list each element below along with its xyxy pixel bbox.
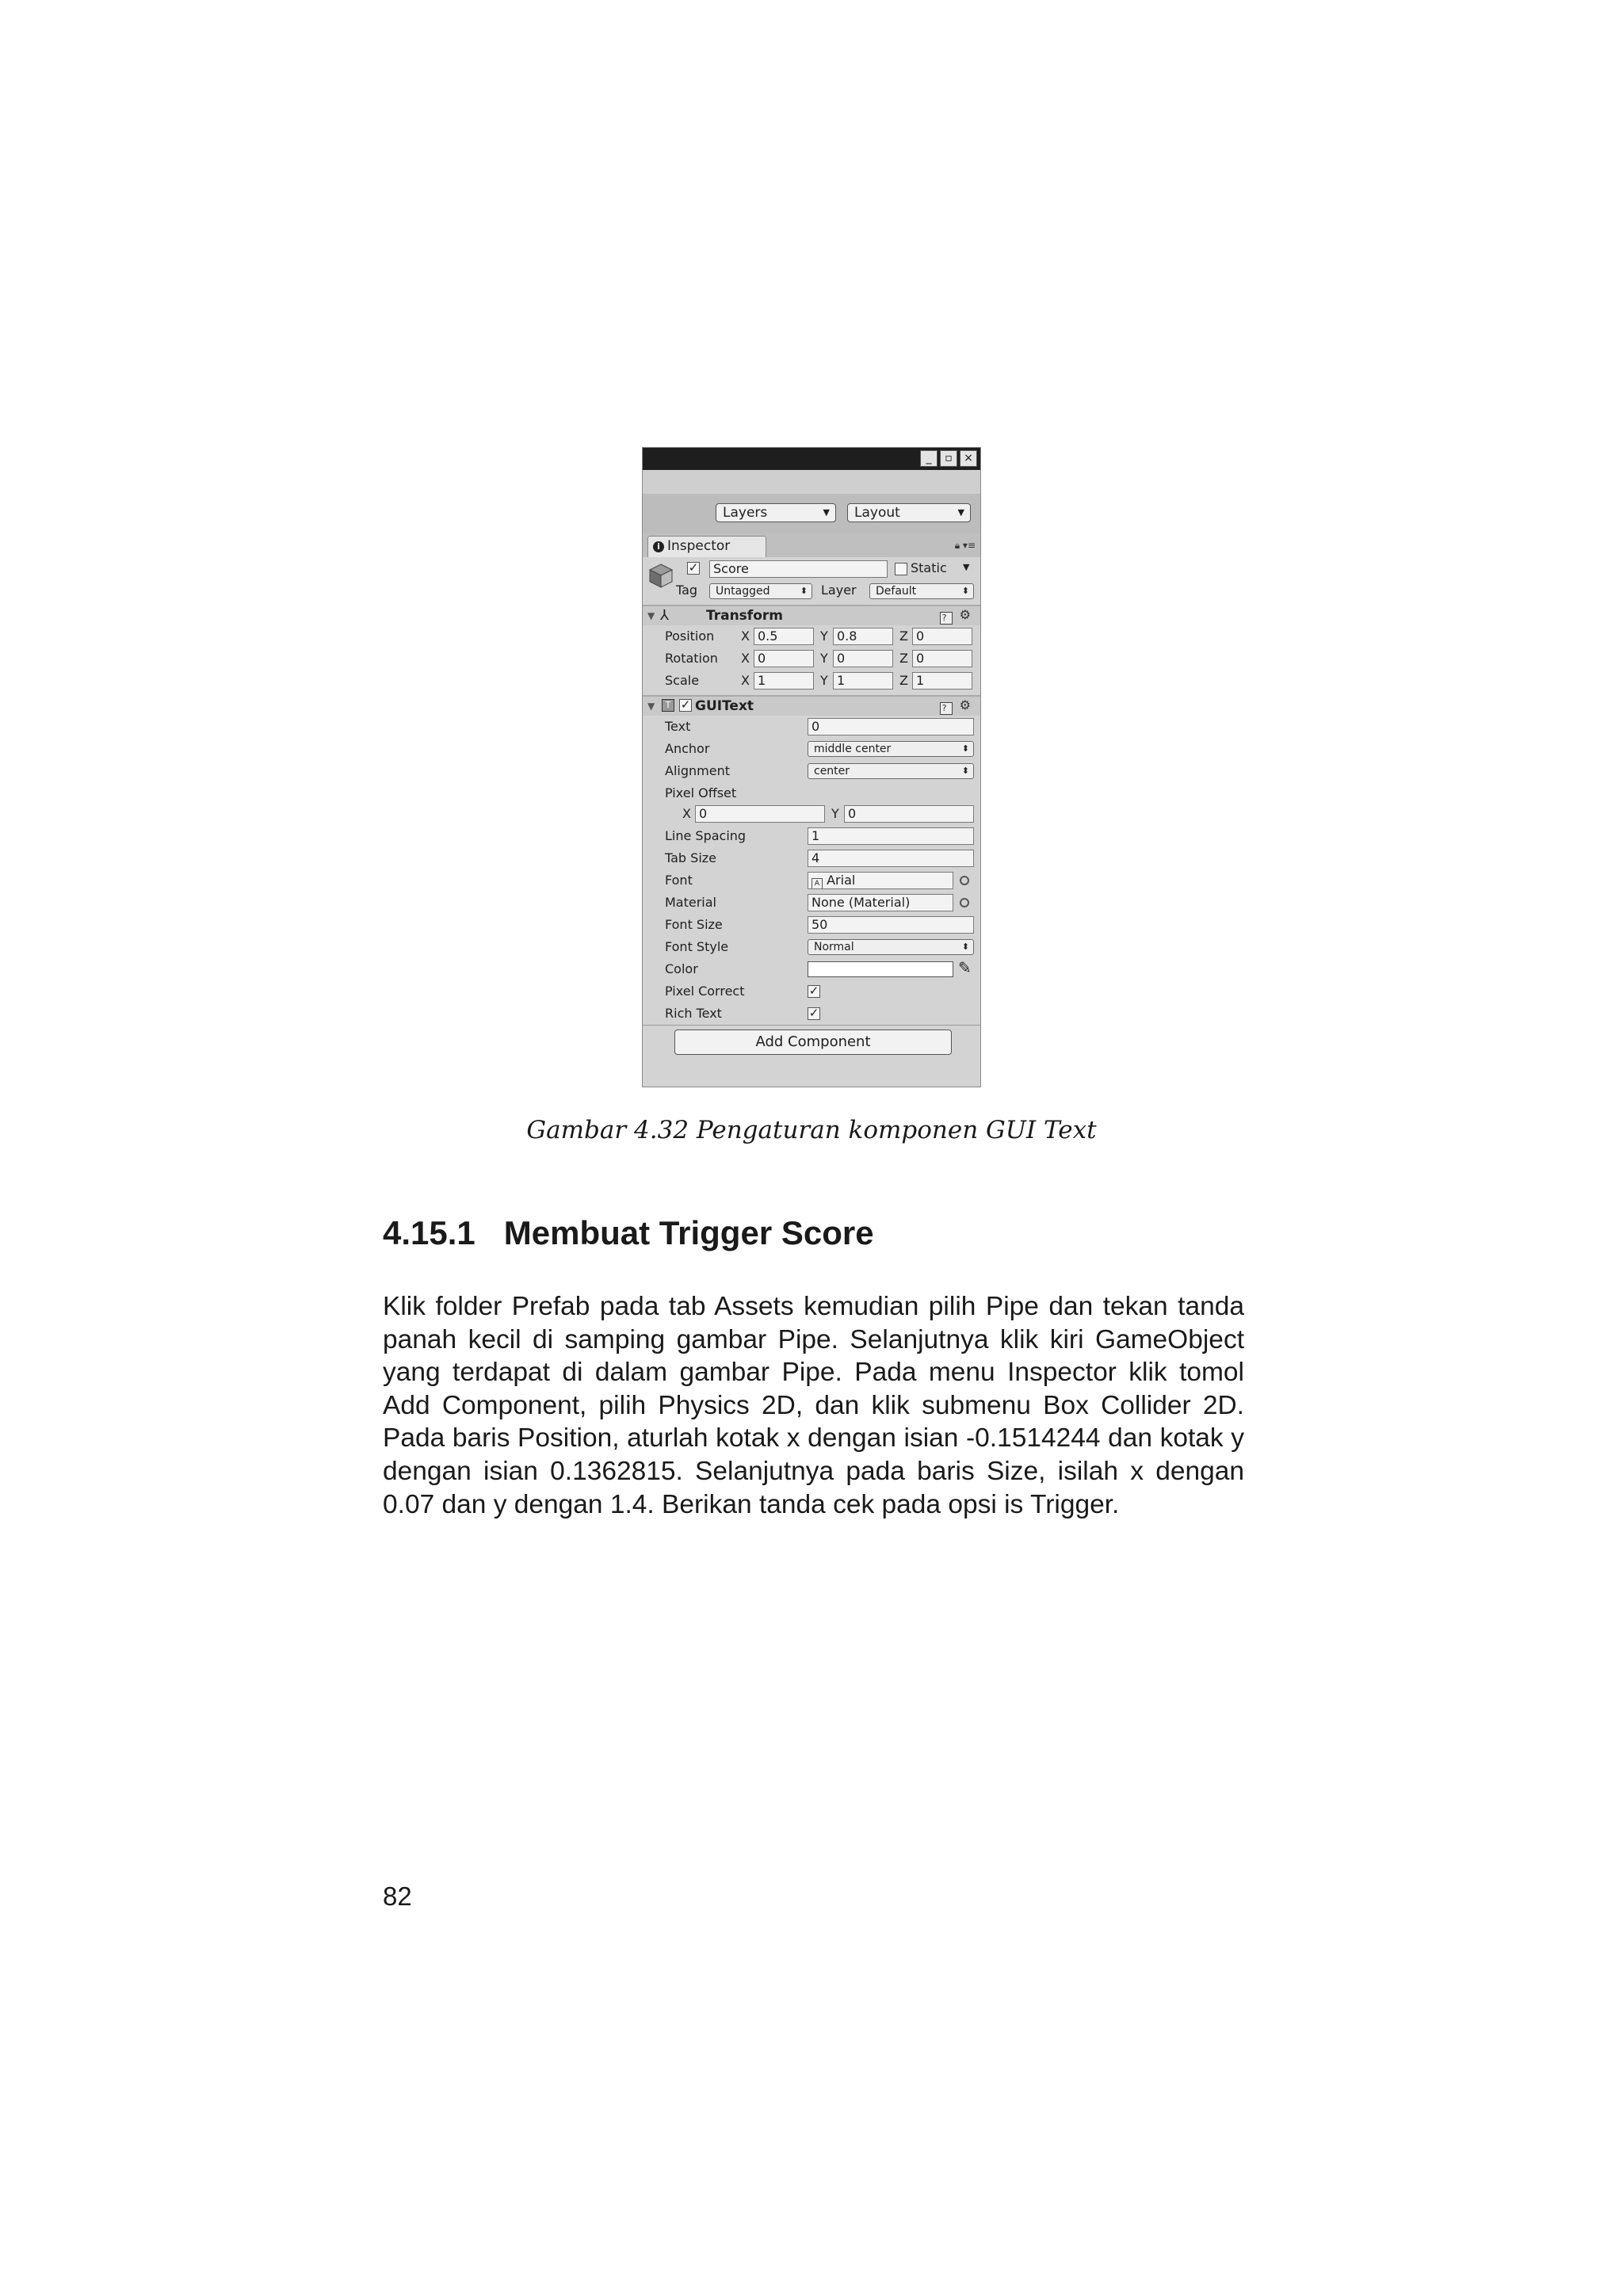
line-spacing-field[interactable]: 1 bbox=[808, 827, 974, 845]
layers-label: Layers bbox=[723, 505, 768, 521]
axis-z-label: Z bbox=[899, 628, 908, 644]
text-field[interactable]: 0 bbox=[808, 718, 974, 735]
pixel-offset-x-field[interactable]: 0 bbox=[695, 805, 825, 823]
font-field[interactable] bbox=[808, 872, 953, 889]
info-icon: i bbox=[653, 541, 664, 552]
updown-icon: ⬍ bbox=[961, 586, 969, 596]
font-style-label: Font Style bbox=[665, 939, 729, 954]
axis-y-label: Y bbox=[820, 651, 828, 666]
gear-icon[interactable]: ⚙ bbox=[959, 607, 974, 622]
inspector-panel bbox=[643, 557, 980, 1087]
updown-icon: ⬍ bbox=[961, 743, 969, 754]
position-y-field[interactable]: 0.8 bbox=[833, 628, 893, 645]
font-label: Font bbox=[665, 873, 693, 888]
updown-icon: ⬍ bbox=[800, 586, 808, 596]
eyedropper-icon[interactable]: ✎ bbox=[958, 958, 972, 977]
window-strip bbox=[643, 470, 980, 494]
section-heading bbox=[383, 1214, 874, 1252]
gear-icon[interactable]: ⚙ bbox=[959, 697, 974, 712]
transform-axes-icon: ⅄ bbox=[660, 607, 669, 624]
chevron-down-icon[interactable]: ▼ bbox=[963, 562, 970, 572]
anchor-dropdown[interactable] bbox=[808, 741, 974, 757]
layer-label: Layer bbox=[821, 583, 857, 598]
font-size-field[interactable]: 50 bbox=[808, 916, 974, 934]
axis-x-label: X bbox=[741, 651, 750, 666]
axis-y-label: Y bbox=[820, 628, 828, 644]
rich-text-label: Rich Text bbox=[665, 1006, 722, 1021]
layout-label: Layout bbox=[854, 505, 900, 521]
static-checkbox[interactable] bbox=[895, 563, 907, 575]
font-size-label: Font Size bbox=[665, 917, 723, 932]
object-picker-icon[interactable] bbox=[960, 876, 969, 885]
updown-icon: ⬍ bbox=[961, 766, 969, 776]
body-paragraph: Klik folder Prefab pada tab Assets kemudian pilih Pipe dan tekan tanda panah kecil di samping gambar Pipe. Selanjutnya klik kiri GameObject yang terdapat di dalam gambar Pipe. Pada menu Inspector klik tomol Add Component, pilih Physics 2D, dan klik submenu Box Collider 2D. Pada baris Position, aturlah kotak x dengan isian -0.1514244 dan kotak y dengan isian 0.1362815. Selanjutnya pada baris Size, isilah x dengan 0.07 dan y dengan 1.4. Berikan tanda cek pada opsi is Trigger. bbox=[383, 1292, 1244, 1519]
font-value: Arial bbox=[827, 873, 856, 888]
tag-value: Untagged bbox=[716, 585, 770, 598]
position-label: Position bbox=[665, 628, 715, 644]
tab-bar bbox=[643, 533, 980, 557]
close-button[interactable]: × bbox=[960, 450, 977, 467]
section-number: 4.15.1 bbox=[383, 1214, 475, 1251]
axis-x-label: X bbox=[682, 806, 691, 821]
pixel-offset-label: Pixel Offset bbox=[665, 785, 737, 800]
minimize-button[interactable]: _ bbox=[920, 450, 938, 467]
add-component-button[interactable]: Add Component bbox=[674, 1030, 952, 1055]
object-name-field[interactable]: Score bbox=[709, 560, 888, 578]
layout-dropdown[interactable] bbox=[847, 503, 971, 522]
font-asset-icon: A bbox=[812, 878, 823, 889]
divider bbox=[643, 1025, 980, 1026]
axis-z-label: Z bbox=[899, 651, 908, 666]
help-book-icon[interactable]: ? bbox=[940, 702, 953, 715]
line-spacing-label: Line Spacing bbox=[665, 828, 747, 843]
pixel-correct-checkbox[interactable]: ✓ bbox=[808, 984, 819, 998]
editor-toolbar bbox=[643, 494, 980, 534]
color-swatch[interactable] bbox=[808, 961, 953, 977]
static-label: Static bbox=[911, 560, 947, 575]
position-x-field[interactable]: 0.5 bbox=[754, 628, 814, 645]
chevron-down-icon: ▼ bbox=[957, 507, 964, 518]
scale-x-field[interactable]: 1 bbox=[754, 672, 814, 690]
active-checkbox[interactable]: ✓ bbox=[688, 560, 699, 575]
restore-button[interactable]: ▫ bbox=[940, 450, 957, 467]
transform-title: Transform bbox=[706, 608, 783, 624]
help-book-icon[interactable]: ? bbox=[940, 612, 953, 625]
gameobject-cube-icon bbox=[647, 562, 674, 589]
axis-x-label: X bbox=[741, 673, 750, 688]
foldout-triangle-icon[interactable]: ▼ bbox=[647, 610, 655, 621]
section-title: Membuat Trigger Score bbox=[503, 1214, 874, 1251]
rotation-y-field[interactable]: 0 bbox=[833, 650, 893, 667]
scale-z-field[interactable]: 1 bbox=[912, 672, 972, 690]
tag-label: Tag bbox=[676, 583, 698, 598]
font-style-dropdown[interactable] bbox=[808, 939, 974, 955]
page-number: 82 bbox=[383, 1881, 412, 1911]
pixel-correct-label: Pixel Correct bbox=[665, 984, 745, 999]
position-z-field[interactable]: 0 bbox=[912, 628, 972, 645]
tab-inspector-label: Inspector bbox=[667, 538, 731, 554]
color-label: Color bbox=[665, 961, 698, 976]
rotation-label: Rotation bbox=[665, 651, 718, 666]
layers-dropdown[interactable] bbox=[716, 503, 836, 522]
layer-dropdown[interactable] bbox=[869, 583, 974, 599]
lock-icon[interactable]: 🔒︎ ▾≡ bbox=[954, 540, 976, 551]
window-titlebar bbox=[643, 448, 980, 470]
axis-z-label: Z bbox=[899, 673, 908, 688]
anchor-label: Anchor bbox=[665, 741, 710, 756]
axis-x-label: X bbox=[741, 628, 750, 644]
chevron-down-icon: ▼ bbox=[823, 507, 830, 518]
layer-value: Default bbox=[876, 585, 917, 598]
rotation-x-field[interactable]: 0 bbox=[754, 650, 814, 667]
object-picker-icon[interactable] bbox=[960, 898, 969, 907]
guitext-component-icon: T bbox=[662, 699, 674, 712]
alignment-label: Alignment bbox=[665, 763, 730, 778]
text-label: Text bbox=[665, 719, 691, 734]
pixel-offset-y-field[interactable]: 0 bbox=[844, 805, 974, 823]
figure-caption: Gambar 4.32 Pengaturan komponen GUI Text bbox=[526, 1116, 1097, 1144]
axis-y-label: Y bbox=[831, 806, 839, 821]
anchor-value: middle center bbox=[814, 743, 892, 755]
inspector-window bbox=[642, 447, 981, 1087]
font-style-value: Normal bbox=[814, 941, 854, 953]
axis-y-label: Y bbox=[820, 673, 828, 688]
tag-dropdown[interactable] bbox=[709, 583, 812, 599]
guitext-enabled-checkbox[interactable]: ✓ bbox=[680, 697, 691, 712]
rotation-z-field[interactable]: 0 bbox=[912, 650, 972, 667]
transform-header[interactable] bbox=[643, 606, 980, 625]
guitext-title: GUIText bbox=[695, 698, 754, 714]
guitext-header[interactable] bbox=[643, 697, 980, 716]
rich-text-checkbox[interactable]: ✓ bbox=[808, 1006, 819, 1020]
updown-icon: ⬍ bbox=[961, 942, 969, 952]
tab-size-label: Tab Size bbox=[665, 850, 717, 865]
alignment-value: center bbox=[814, 765, 850, 777]
tab-size-field[interactable]: 4 bbox=[808, 850, 974, 867]
alignment-dropdown[interactable] bbox=[808, 763, 974, 779]
scale-y-field[interactable]: 1 bbox=[833, 672, 893, 690]
foldout-triangle-icon[interactable]: ▼ bbox=[647, 701, 655, 712]
scale-label: Scale bbox=[665, 673, 700, 688]
material-field[interactable]: None (Material) bbox=[808, 894, 953, 911]
material-label: Material bbox=[665, 895, 716, 910]
tab-inspector[interactable] bbox=[647, 536, 766, 557]
